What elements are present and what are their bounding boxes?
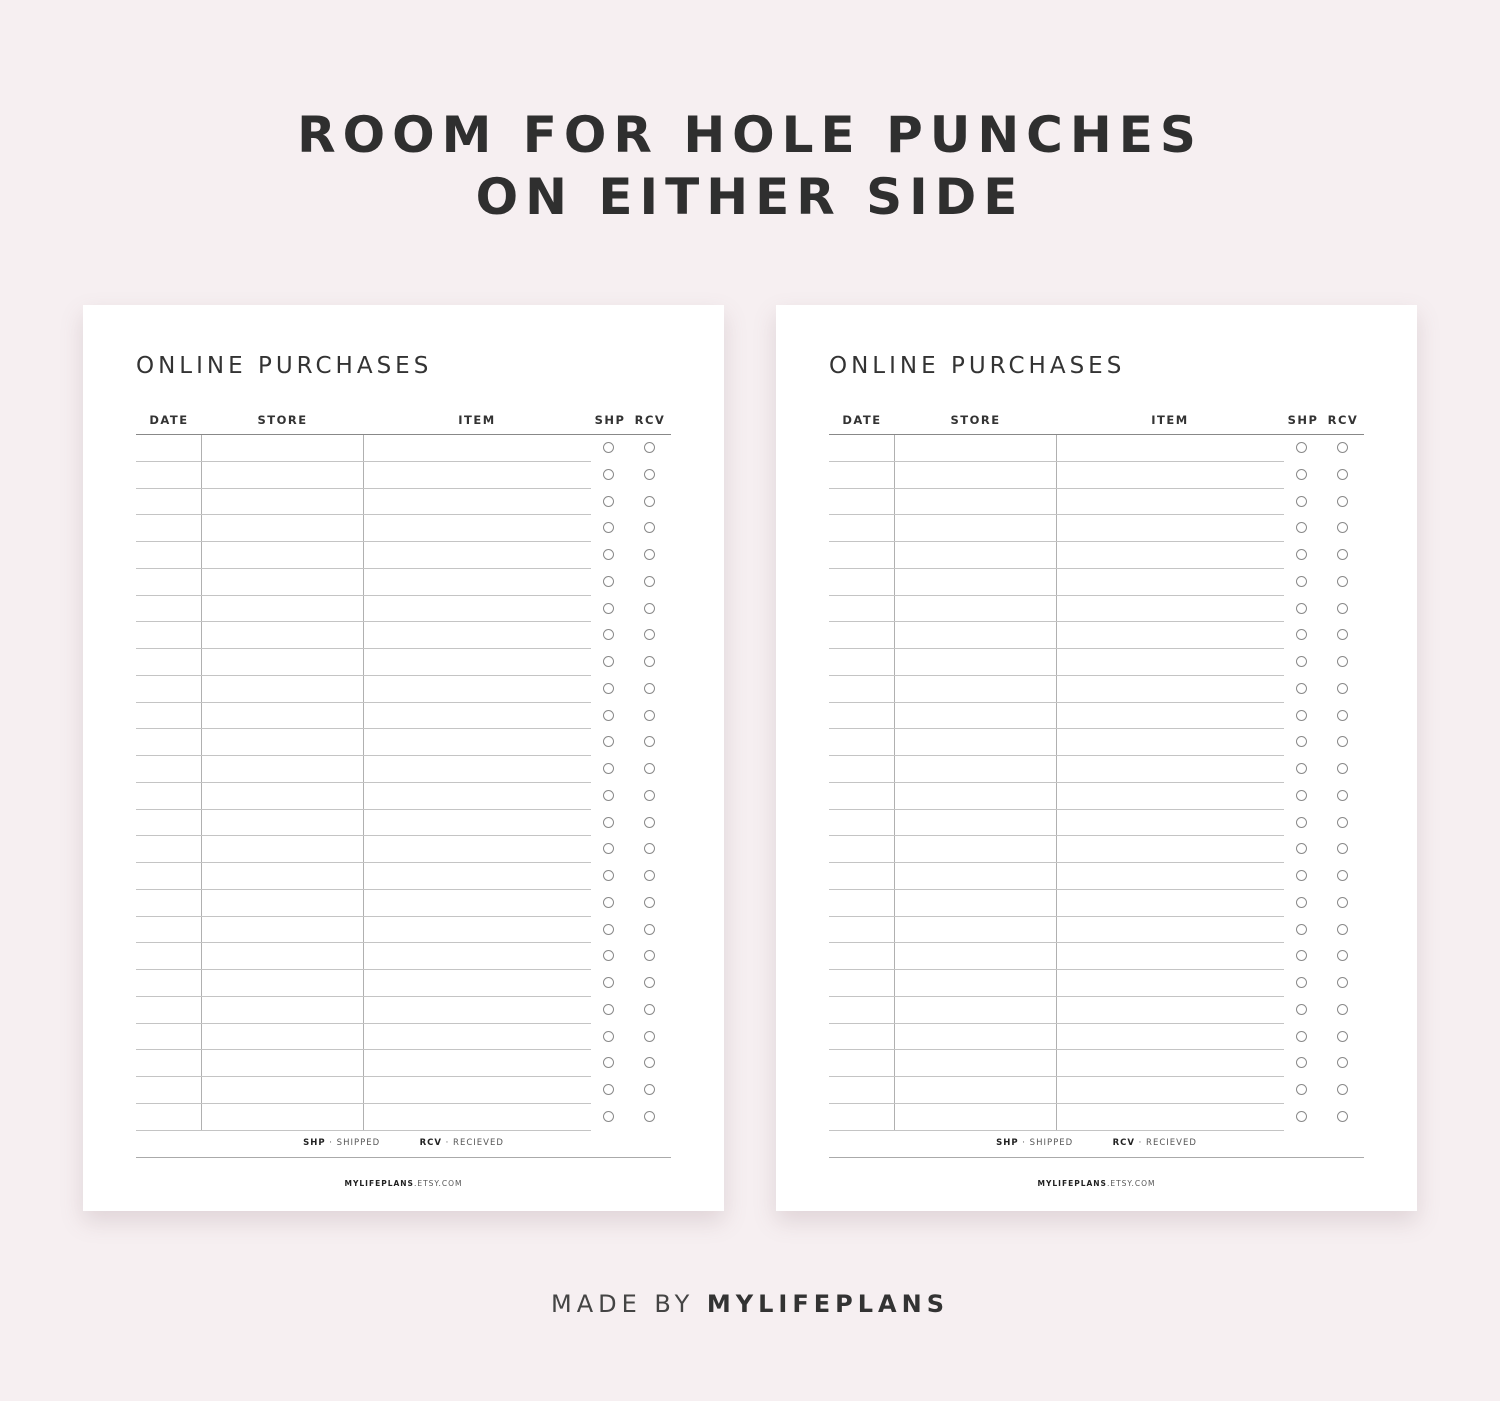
received-checkbox[interactable]	[1337, 629, 1348, 640]
checkbox-row	[1295, 603, 1355, 630]
checkbox-row	[602, 790, 662, 817]
column-header-rcv: RCV	[634, 413, 666, 427]
table-row	[136, 676, 591, 703]
received-checkbox[interactable]	[644, 870, 655, 881]
shipped-checkbox[interactable]	[1296, 442, 1307, 453]
column-header-date: DATE	[842, 413, 882, 427]
site-brand: MYLIFEPLANS	[344, 1179, 414, 1188]
planner-sheet-left	[83, 305, 724, 1211]
checkbox-row	[602, 629, 662, 656]
checkbox-row	[1295, 1031, 1355, 1058]
table-row	[829, 542, 1284, 569]
table-row	[136, 1050, 591, 1077]
shipped-checkbox[interactable]	[603, 576, 614, 587]
shipped-checkbox[interactable]	[1296, 1057, 1307, 1068]
shipped-checkbox[interactable]	[603, 763, 614, 774]
received-checkbox[interactable]	[1337, 790, 1348, 801]
shipped-checkbox[interactable]	[1296, 897, 1307, 908]
legend-rcv-text: · RECIEVED	[1138, 1138, 1197, 1148]
table-rows	[829, 435, 1284, 1131]
received-checkbox[interactable]	[644, 1004, 655, 1015]
headline-line-2: ON EITHER SIDE	[475, 168, 1025, 226]
table-row	[136, 970, 591, 997]
table-row	[829, 515, 1284, 542]
shipped-checkbox[interactable]	[603, 977, 614, 988]
received-checkbox[interactable]	[1337, 817, 1348, 828]
checkbox-columns	[1295, 442, 1355, 1138]
checkbox-row	[602, 442, 662, 469]
received-checkbox[interactable]	[1337, 1084, 1348, 1095]
footer-rule	[829, 1157, 1364, 1158]
footer-rule	[136, 1157, 671, 1158]
shipped-checkbox[interactable]	[1296, 843, 1307, 854]
received-checkbox[interactable]	[1337, 924, 1348, 935]
shipped-checkbox[interactable]	[603, 1057, 614, 1068]
table-row	[136, 1077, 591, 1104]
legend	[136, 1138, 671, 1148]
shipped-checkbox[interactable]	[603, 736, 614, 747]
shipped-checkbox[interactable]	[603, 817, 614, 828]
received-checkbox[interactable]	[644, 736, 655, 747]
shipped-checkbox[interactable]	[1296, 1084, 1307, 1095]
shipped-checkbox[interactable]	[1296, 710, 1307, 721]
sheet-title: ONLINE PURCHASES	[136, 353, 433, 379]
shipped-checkbox[interactable]	[603, 950, 614, 961]
table-row	[136, 917, 591, 944]
checkbox-row	[1295, 629, 1355, 656]
table-row	[136, 729, 591, 756]
received-checkbox[interactable]	[644, 469, 655, 480]
shipped-checkbox[interactable]	[603, 629, 614, 640]
checkbox-row	[1295, 843, 1355, 870]
shipped-checkbox[interactable]	[603, 442, 614, 453]
received-checkbox[interactable]	[1337, 843, 1348, 854]
checkbox-row	[602, 1004, 662, 1031]
received-checkbox[interactable]	[644, 629, 655, 640]
table-row	[136, 649, 591, 676]
legend-shp-text: · SHIPPED	[329, 1138, 381, 1148]
received-checkbox[interactable]	[1337, 496, 1348, 507]
shipped-checkbox[interactable]	[603, 1111, 614, 1122]
checkbox-row	[1295, 522, 1355, 549]
headline-line-1: ROOM FOR HOLE PUNCHES	[297, 106, 1203, 164]
column-header-rcv: RCV	[1327, 413, 1359, 427]
received-checkbox[interactable]	[644, 442, 655, 453]
shipped-checkbox[interactable]	[1296, 817, 1307, 828]
checkbox-row	[602, 603, 662, 630]
shipped-checkbox[interactable]	[603, 897, 614, 908]
received-checkbox[interactable]	[644, 576, 655, 587]
shipped-checkbox[interactable]	[1296, 977, 1307, 988]
received-checkbox[interactable]	[1337, 656, 1348, 667]
received-checkbox[interactable]	[1337, 736, 1348, 747]
checkbox-row	[602, 1057, 662, 1084]
table-row	[136, 997, 591, 1024]
checkbox-row	[602, 736, 662, 763]
shipped-checkbox[interactable]	[603, 870, 614, 881]
checkbox-row	[1295, 496, 1355, 523]
checkbox-row	[602, 950, 662, 977]
shipped-checkbox[interactable]	[1296, 603, 1307, 614]
received-checkbox[interactable]	[1337, 870, 1348, 881]
table-row	[829, 756, 1284, 783]
table-row	[136, 783, 591, 810]
checkbox-row	[602, 870, 662, 897]
shipped-checkbox[interactable]	[603, 603, 614, 614]
table-row	[136, 703, 591, 730]
table-row	[829, 622, 1284, 649]
shipped-checkbox[interactable]	[603, 469, 614, 480]
column-header-store: STORE	[257, 413, 308, 427]
table-row	[829, 997, 1284, 1024]
received-checkbox[interactable]	[644, 817, 655, 828]
table-row	[136, 836, 591, 863]
received-checkbox[interactable]	[644, 656, 655, 667]
checkbox-row	[1295, 469, 1355, 496]
shipped-checkbox[interactable]	[1296, 683, 1307, 694]
table-row	[829, 462, 1284, 489]
shipped-checkbox[interactable]	[603, 790, 614, 801]
checkbox-row	[1295, 924, 1355, 951]
checkbox-row	[1295, 683, 1355, 710]
legend-shp-abbr: SHP	[303, 1138, 326, 1148]
table-row	[829, 836, 1284, 863]
received-checkbox[interactable]	[644, 1084, 655, 1095]
checkbox-row	[602, 522, 662, 549]
received-checkbox[interactable]	[1337, 1111, 1348, 1122]
shipped-checkbox[interactable]	[1296, 790, 1307, 801]
table-row	[136, 515, 591, 542]
received-checkbox[interactable]	[1337, 1057, 1348, 1068]
checkbox-row	[1295, 763, 1355, 790]
table-row	[136, 622, 591, 649]
checkbox-row	[1295, 549, 1355, 576]
checkbox-row	[1295, 710, 1355, 737]
received-checkbox[interactable]	[1337, 710, 1348, 721]
shipped-checkbox[interactable]	[1296, 924, 1307, 935]
received-checkbox[interactable]	[644, 897, 655, 908]
table-row	[136, 542, 591, 569]
table-row	[829, 435, 1284, 462]
checkbox-row	[1295, 576, 1355, 603]
table-row	[829, 943, 1284, 970]
received-checkbox[interactable]	[1337, 549, 1348, 560]
shipped-checkbox[interactable]	[1296, 656, 1307, 667]
received-checkbox[interactable]	[1337, 763, 1348, 774]
shipped-checkbox[interactable]	[603, 522, 614, 533]
checkbox-row	[602, 549, 662, 576]
shipped-checkbox[interactable]	[603, 1004, 614, 1015]
received-checkbox[interactable]	[1337, 522, 1348, 533]
checkbox-row	[1295, 950, 1355, 977]
shipped-checkbox[interactable]	[1296, 469, 1307, 480]
checkbox-row	[602, 763, 662, 790]
legend-rcv-abbr: RCV	[419, 1138, 442, 1148]
table-rows	[136, 435, 591, 1131]
legend-rcv-text: · RECIEVED	[445, 1138, 504, 1148]
table-row	[829, 890, 1284, 917]
received-checkbox[interactable]	[1337, 977, 1348, 988]
checkbox-row	[602, 1084, 662, 1111]
checkbox-row	[602, 1111, 662, 1138]
column-header-shp: SHP	[594, 413, 626, 427]
table-row	[136, 1024, 591, 1051]
shipped-checkbox[interactable]	[1296, 763, 1307, 774]
table-row	[829, 596, 1284, 623]
checkbox-row	[1295, 870, 1355, 897]
shipped-checkbox[interactable]	[1296, 950, 1307, 961]
column-header-item: ITEM	[458, 413, 496, 427]
shipped-checkbox[interactable]	[603, 710, 614, 721]
checkbox-row	[1295, 790, 1355, 817]
table-row	[829, 676, 1284, 703]
shipped-checkbox[interactable]	[1296, 496, 1307, 507]
received-checkbox[interactable]	[1337, 1031, 1348, 1042]
received-checkbox[interactable]	[644, 710, 655, 721]
checkbox-row	[602, 977, 662, 1004]
checkbox-row	[1295, 1084, 1355, 1111]
received-checkbox[interactable]	[1337, 683, 1348, 694]
table-row	[829, 1050, 1284, 1077]
received-checkbox[interactable]	[644, 683, 655, 694]
site-credit	[136, 1179, 671, 1188]
table-row	[136, 810, 591, 837]
checkbox-row	[602, 656, 662, 683]
received-checkbox[interactable]	[644, 549, 655, 560]
checkbox-row	[602, 576, 662, 603]
shipped-checkbox[interactable]	[1296, 736, 1307, 747]
column-header-store: STORE	[950, 413, 1001, 427]
received-checkbox[interactable]	[644, 603, 655, 614]
shipped-checkbox[interactable]	[1296, 1031, 1307, 1042]
shipped-checkbox[interactable]	[1296, 1004, 1307, 1015]
table-row	[829, 1077, 1284, 1104]
shipped-checkbox[interactable]	[603, 843, 614, 854]
checkbox-row	[1295, 656, 1355, 683]
shipped-checkbox[interactable]	[603, 496, 614, 507]
received-checkbox[interactable]	[644, 1031, 655, 1042]
site-domain: .ETSY.COM	[1106, 1179, 1156, 1188]
column-header-date: DATE	[149, 413, 189, 427]
planner-sheet-right	[776, 305, 1417, 1211]
received-checkbox[interactable]	[644, 790, 655, 801]
site-credit	[829, 1179, 1364, 1188]
checkbox-row	[1295, 977, 1355, 1004]
checkbox-row	[1295, 817, 1355, 844]
legend-rcv-abbr: RCV	[1112, 1138, 1135, 1148]
table-row	[829, 569, 1284, 596]
table-row	[829, 729, 1284, 756]
shipped-checkbox[interactable]	[1296, 522, 1307, 533]
table-row	[136, 756, 591, 783]
table-row	[829, 917, 1284, 944]
legend-shp-abbr: SHP	[996, 1138, 1019, 1148]
table-row	[136, 863, 591, 890]
shipped-checkbox[interactable]	[1296, 629, 1307, 640]
table-row	[136, 462, 591, 489]
shipped-checkbox[interactable]	[1296, 549, 1307, 560]
table-row	[136, 943, 591, 970]
table-row	[829, 489, 1284, 516]
made-by-brand: MYLIFEPLANS	[706, 1290, 949, 1318]
received-checkbox[interactable]	[1337, 950, 1348, 961]
shipped-checkbox[interactable]	[603, 1031, 614, 1042]
received-checkbox[interactable]	[1337, 442, 1348, 453]
shipped-checkbox[interactable]	[1296, 576, 1307, 587]
checkbox-row	[602, 843, 662, 870]
received-checkbox[interactable]	[1337, 1004, 1348, 1015]
table-row	[829, 1104, 1284, 1131]
received-checkbox[interactable]	[644, 977, 655, 988]
shipped-checkbox[interactable]	[603, 1084, 614, 1095]
table-row	[136, 569, 591, 596]
column-header-item: ITEM	[1151, 413, 1189, 427]
received-checkbox[interactable]	[1337, 469, 1348, 480]
table-row	[136, 489, 591, 516]
received-checkbox[interactable]	[644, 1057, 655, 1068]
checkbox-row	[602, 469, 662, 496]
checkbox-row	[602, 817, 662, 844]
received-checkbox[interactable]	[1337, 897, 1348, 908]
column-header-shp: SHP	[1287, 413, 1319, 427]
checkbox-row	[602, 897, 662, 924]
received-checkbox[interactable]	[644, 843, 655, 854]
legend-shp-text: · SHIPPED	[1022, 1138, 1074, 1148]
table-row	[829, 1024, 1284, 1051]
made-by-footer	[0, 1290, 1500, 1318]
received-checkbox[interactable]	[1337, 603, 1348, 614]
checkbox-columns	[602, 442, 662, 1138]
checkbox-row	[602, 924, 662, 951]
shipped-checkbox[interactable]	[603, 656, 614, 667]
checkbox-row	[1295, 1004, 1355, 1031]
made-by-label: MADE BY	[551, 1290, 695, 1318]
table-row	[136, 1104, 591, 1131]
site-domain: .ETSY.COM	[413, 1179, 463, 1188]
received-checkbox[interactable]	[1337, 576, 1348, 587]
checkbox-row	[1295, 442, 1355, 469]
table-row	[829, 783, 1284, 810]
shipped-checkbox[interactable]	[1296, 1111, 1307, 1122]
table-row	[136, 435, 591, 462]
shipped-checkbox[interactable]	[1296, 870, 1307, 881]
received-checkbox[interactable]	[644, 924, 655, 935]
table-row	[136, 890, 591, 917]
shipped-checkbox[interactable]	[603, 549, 614, 560]
checkbox-row	[1295, 897, 1355, 924]
site-brand: MYLIFEPLANS	[1037, 1179, 1107, 1188]
received-checkbox[interactable]	[644, 950, 655, 961]
table-row	[829, 703, 1284, 730]
received-checkbox[interactable]	[644, 763, 655, 774]
received-checkbox[interactable]	[644, 522, 655, 533]
table-row	[829, 863, 1284, 890]
received-checkbox[interactable]	[644, 1111, 655, 1122]
table-row	[136, 596, 591, 623]
table-row	[829, 810, 1284, 837]
table-row	[829, 970, 1284, 997]
shipped-checkbox[interactable]	[603, 683, 614, 694]
checkbox-row	[602, 683, 662, 710]
checkbox-row	[1295, 736, 1355, 763]
checkbox-row	[602, 496, 662, 523]
checkbox-row	[1295, 1057, 1355, 1084]
checkbox-row	[1295, 1111, 1355, 1138]
checkbox-row	[602, 710, 662, 737]
shipped-checkbox[interactable]	[603, 924, 614, 935]
received-checkbox[interactable]	[644, 496, 655, 507]
checkbox-row	[602, 1031, 662, 1058]
legend	[829, 1138, 1364, 1148]
headline	[0, 104, 1500, 228]
sheet-title: ONLINE PURCHASES	[829, 353, 1126, 379]
table-row	[829, 649, 1284, 676]
